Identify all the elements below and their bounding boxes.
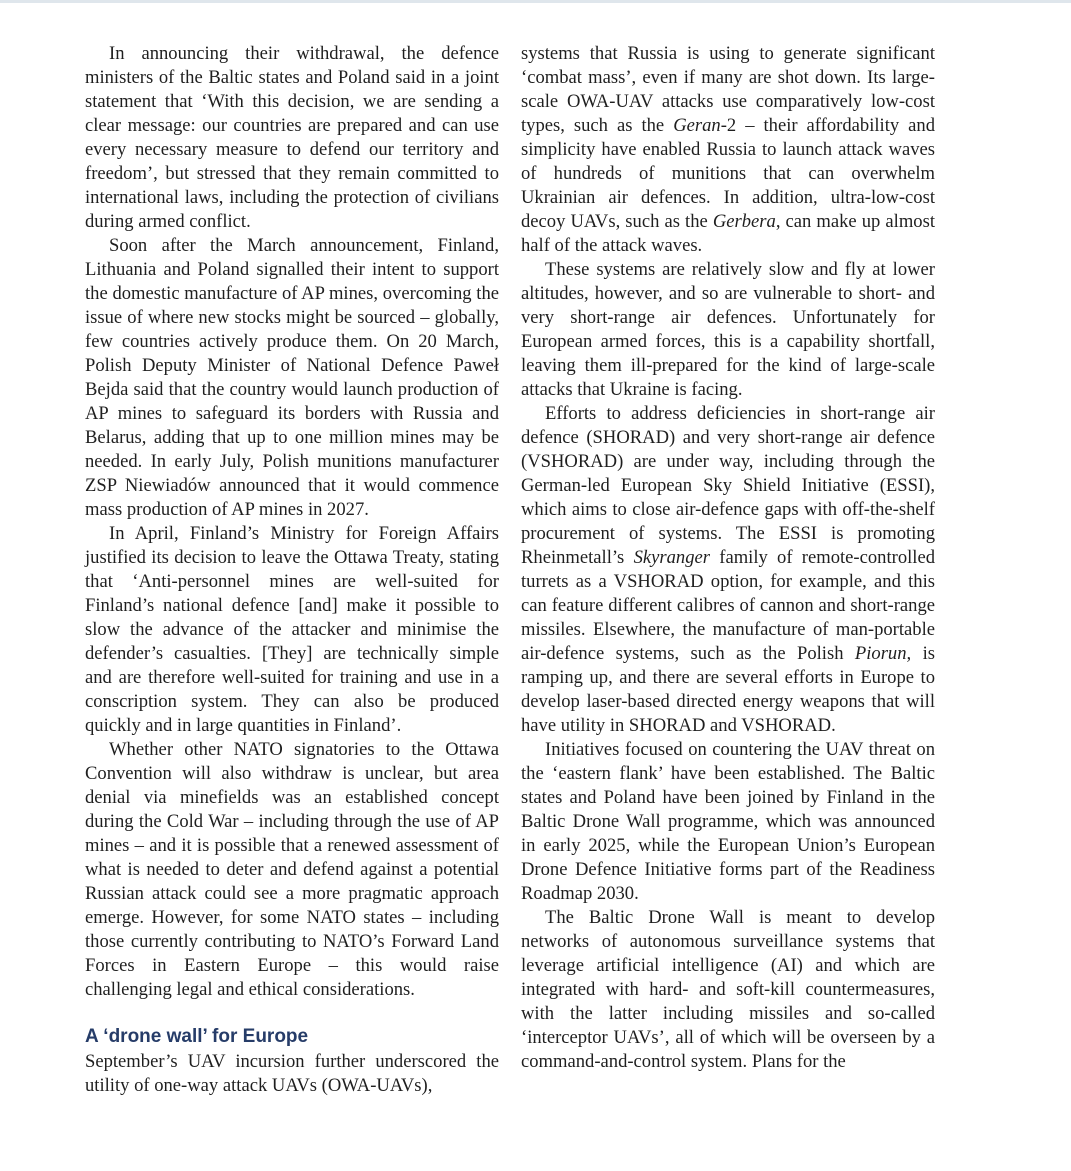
paragraph-ap-mine-manufacture: Soon after the March announcement, Finland, Lithuania and Poland signalled their intent to support the domestic manufacture of AP mines, overcoming the issue of where new stocks might be sourced – globally, few countries actively produce them. On 20 March, Polish Deputy Minister of National Defence Paweł Bejda said that the country would launch production of AP mines to safeguard its borders with Russia and Belarus, adding that up to one million mines may be needed. In early July, Polish munitions manufacturer ZSP Niewiadów announced that it would commence mass production of AP mines in 2027.: [85, 235, 499, 520]
paragraph-withdrawal-statement: In announcing their withdrawal, the defence ministers of the Baltic states and Poland said in a joint statement that ‘With this decision, we are sending a clear message: our countries are prepared and can use every necessary measure to defend our territory and freedom’, but stressed that they remain committed to international laws, including the protection of civilians during armed conflict.: [85, 43, 499, 232]
paragraph-nato-signatories: Whether other NATO signatories to the Ottawa Convention will also withdraw is unclear, but area denial via minefields was an established concept during the Cold War – including through the use of AP mines – and it is possible that a renewed assessment of what is needed to deter and defend against a potential Russian attack could see a more pragmatic approach emerge. However, for some NATO states – including those currently contributing to NATO’s Forward Land Forces in Eastern Europe – this would raise challenging legal and ethical considerations.: [85, 739, 499, 1000]
left-column: [85, 42, 499, 1098]
paragraph-russian-combat-mass: systems that Russia is using to generate significant ‘combat mass’, even if many are shot down. Its large-scale OWA-UAV attacks use comparatively low-cost types, such as the Geran-2 – their affordability and simplicity have enabled Russia to launch attack waves of hundreds of munitions that can overwhelm Ukrainian air defences. In addition, ultra-low-cost decoy UAVs, such as the Gerbera, can make up almost half of the attack waves.: [521, 43, 936, 256]
italic-geran: Geran: [673, 115, 721, 136]
paragraph-capability-shortfall: These systems are relatively slow and fly at lower altitudes, however, and so are vulnerable to short- and very short-range air defences. Unfortunately for European armed forces, this is a capability shortfall, leaving them ill-prepared for the kind of large-scale attacks that Ukraine is facing.: [521, 259, 935, 400]
paragraph-uav-incursion: September’s UAV incursion further underscored the utility of one-way attack UAVs (OWA-UAVs),: [85, 1051, 499, 1096]
section-heading-drone-wall: A ‘drone wall’ for Europe: [85, 1026, 309, 1047]
italic-skyranger: Skyranger: [633, 547, 710, 568]
paragraph-finland-ottawa-treaty: In April, Finland’s Ministry for Foreign Affairs justified its decision to leave the Ottawa Treaty, stating that ‘Anti-personnel mines are well-suited for Finland’s national defence [and] make it possible to slow the advance of the attacker and minimise the defender’s casualties. [They] are technically simple and are therefore well-suited for training and use in a conscription system. They can also be produced quickly and in large quantities in Finland’.: [85, 523, 499, 736]
top-border-rule: [0, 0, 1071, 3]
paragraph-baltic-drone-wall: The Baltic Drone Wall is meant to develop networks of autonomous surveillance systems that leverage artificial intelligence (AI) and which are integrated with hard- and soft-kill countermeasures, with the latter including missiles and so-called ‘interceptor UAVs’, all of which will be overseen by a command-and-control system. Plans for the: [521, 907, 935, 1072]
italic-gerbera: Gerbera: [712, 211, 776, 232]
italic-piorun: Piorun,: [854, 643, 912, 664]
right-column: [521, 42, 935, 1074]
paragraph-eastern-flank-initiatives: Initiatives focused on countering the UAV threat on the ‘eastern flank’ have been established. The Baltic states and Poland have been joined by Finland in the Baltic Drone Wall programme, which was announced in early 2025, while the European Union’s European Drone Defence Initiative forms part of the Readiness Roadmap 2030.: [521, 739, 935, 904]
paragraph-shorad-efforts: Efforts to address deficiencies in short-range air defence (SHORAD) and very short-range air defence (VSHORAD) are under way, including through the German-led European Sky Shield Initiative (ESSI), which aims to close air-defence gaps with off-the-shelf procurement of systems. The ESSI is promoting Rheinmetall’s Skyranger family of remote-controlled turrets as a VSHORAD option, for example, and this can feature different calibres of cannon and short-range missiles. Elsewhere, the manufacture of man-portable air-defence systems, such as the Polish Piorun, is ramping up, and there are several efforts in Europe to develop laser-based directed energy weapons that will have utility in SHORAD and VSHORAD.: [521, 403, 936, 736]
